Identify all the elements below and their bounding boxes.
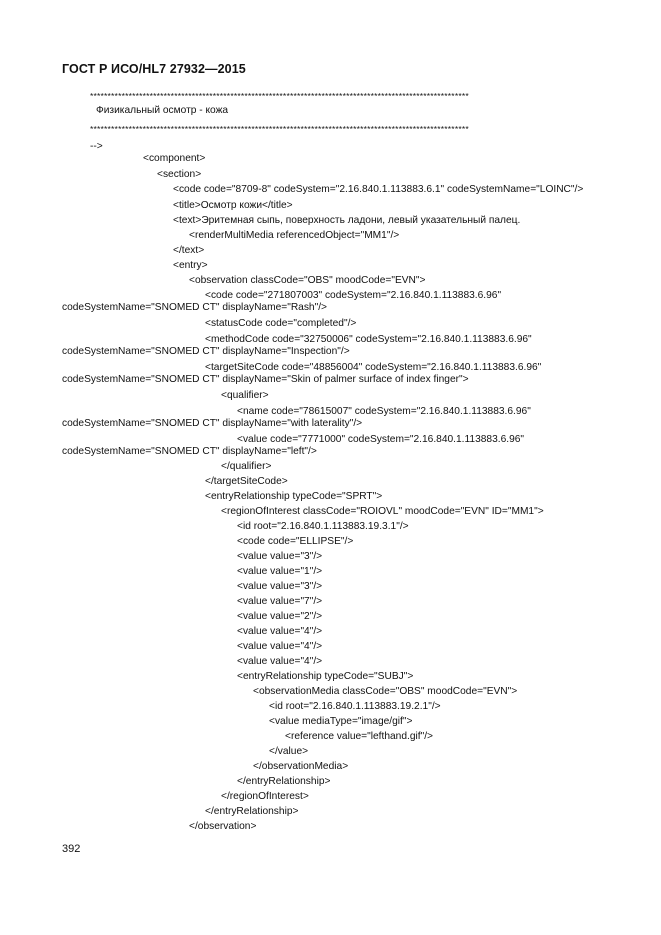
comment-separator: ************************************************************************************************************ <box>90 124 469 134</box>
code-line: codeSystemName="SNOMED CT" displayName="Rash"/> <box>62 302 327 313</box>
code-line: <entryRelationship typeCode="SPRT"> <box>205 491 383 502</box>
code-line: </text> <box>173 245 205 256</box>
code-line: <entry> <box>173 260 208 271</box>
code-line: <value value="3"/> <box>237 581 323 592</box>
code-line: <code code="8709-8" codeSystem="2.16.840.1.113883.6.1" codeSystemName="LOINC"/> <box>173 184 584 195</box>
code-line: </regionOfInterest> <box>221 791 309 802</box>
comment-separator: ************************************************************************************************************ <box>90 91 469 101</box>
code-line: <value value="4"/> <box>237 626 323 637</box>
code-line: <observationMedia classCode="OBS" moodCode="EVN"> <box>253 686 518 697</box>
code-line: </observation> <box>189 821 257 832</box>
code-line: <value value="4"/> <box>237 656 323 667</box>
code-line: </targetSiteCode> <box>205 476 288 487</box>
code-line: <value value="1"/> <box>237 566 323 577</box>
code-line: codeSystemName="SNOMED CT" displayName="Skin of palmer surface of index finger"> <box>62 374 469 385</box>
code-line: Физикальный осмотр - кожа <box>96 105 229 116</box>
code-line: <code code="ELLIPSE"/> <box>237 536 354 547</box>
code-line: <methodCode code="32750006" codeSystem="2.16.840.1.113883.6.96" <box>205 334 532 345</box>
code-line: </observationMedia> <box>253 761 349 772</box>
code-line: <statusCode code="completed"/> <box>205 318 357 329</box>
code-line: codeSystemName="SNOMED CT" displayName="Inspection"/> <box>62 346 350 357</box>
code-line: <value value="4"/> <box>237 641 323 652</box>
code-line: <renderMultiMedia referencedObject="MM1"/> <box>189 230 400 241</box>
code-line: <value mediaType="image/gif"> <box>269 716 413 727</box>
code-line: </qualifier> <box>221 461 272 472</box>
code-line: </entryRelationship> <box>237 776 331 787</box>
code-line: --> <box>90 141 103 152</box>
code-line: codeSystemName="SNOMED CT" displayName="with laterality"/> <box>62 418 363 429</box>
code-line: <observation classCode="OBS" moodCode="EVN"> <box>189 275 426 286</box>
page-number: 392 <box>62 843 81 855</box>
code-line: </entryRelationship> <box>205 806 299 817</box>
code-line: <section> <box>157 169 202 180</box>
code-line: <text>Эритемная сыпь, поверхность ладони, левый указательный палец. <box>173 215 521 226</box>
code-line: <targetSiteCode code="48856004" codeSystem="2.16.840.1.113883.6.96" <box>205 362 542 373</box>
code-line: <component> <box>143 153 206 164</box>
code-line: <regionOfInterest classCode="ROIOVL" moodCode="EVN" ID="MM1"> <box>221 506 544 517</box>
code-line: </value> <box>269 746 309 757</box>
code-line: codeSystemName="SNOMED CT" displayName="left"/> <box>62 446 317 457</box>
document-header: ГОСТ Р ИСО/HL7 27932—2015 <box>62 62 246 76</box>
code-line: <code code="271807003" codeSystem="2.16.840.1.113883.6.96" <box>205 290 502 301</box>
code-line: <id root="2.16.840.1.113883.19.2.1"/> <box>269 701 441 712</box>
code-line: <entryRelationship typeCode="SUBJ"> <box>237 671 414 682</box>
code-line: <name code="78615007" codeSystem="2.16.840.1.113883.6.96" <box>237 406 531 417</box>
code-line: <title>Осмотр кожи</title> <box>173 200 293 211</box>
code-line: <id root="2.16.840.1.113883.19.3.1"/> <box>237 521 409 532</box>
code-line: <value value="2"/> <box>237 611 323 622</box>
code-line: <qualifier> <box>221 390 269 401</box>
code-line: <value code="7771000" codeSystem="2.16.840.1.113883.6.96" <box>237 434 525 445</box>
code-line: <value value="7"/> <box>237 596 323 607</box>
code-line: <value value="3"/> <box>237 551 323 562</box>
code-line: <reference value="lefthand.gif"/> <box>285 731 433 742</box>
